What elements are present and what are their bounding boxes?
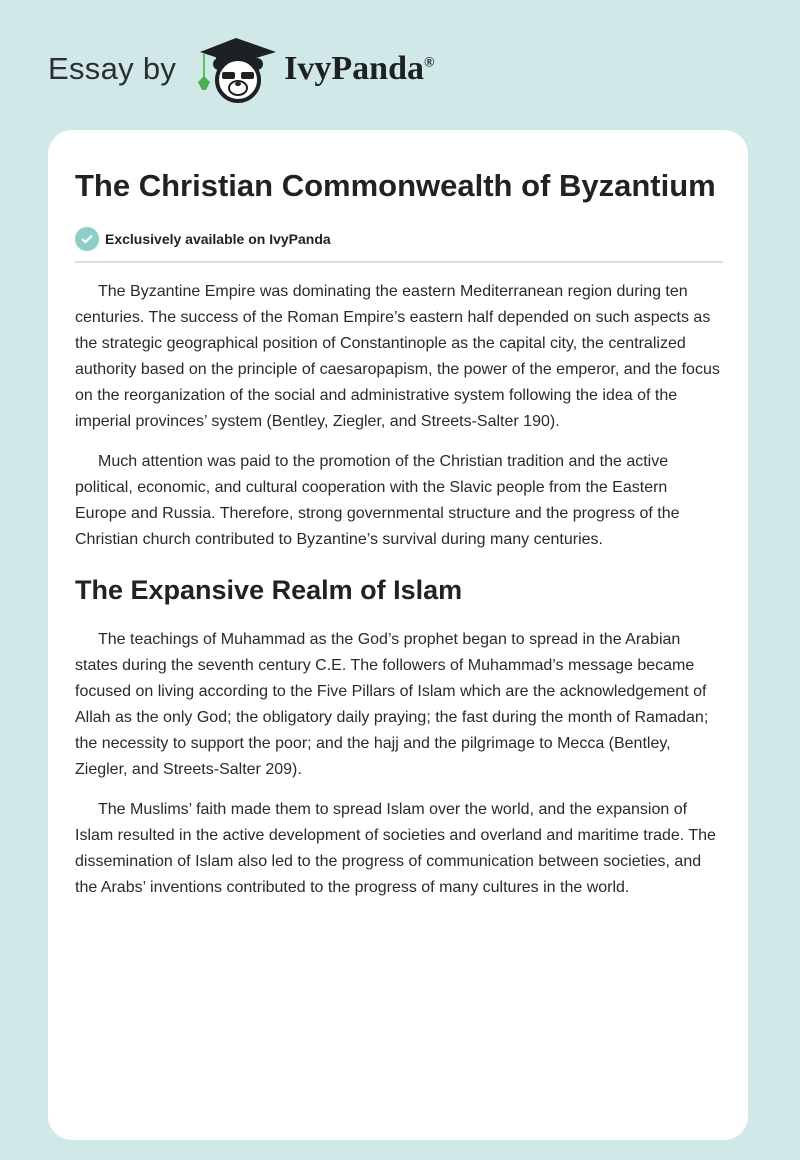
brand-name [284,50,434,88]
brand-text: IvyPanda [284,50,424,87]
essay-card [48,130,748,1140]
badge-text: Exclusively available on IvyPanda [105,231,331,247]
essay-content [75,166,723,901]
section-heading: The Expansive Realm of Islam [75,575,463,605]
paragraph: Much attention was paid to the promotion of the Christian tradition and the active political, economic, and cultural cooperation with the Slavic people from the Eastern Europe and Russia. Therefore, strong governmental structure and the progress of the Christian church contributed to Byzantine’s survival during many centuries. [75,453,680,548]
panda-graduate-icon [194,34,278,104]
essay-title: The Christian Commonwealth of Byzantium [75,168,716,203]
ivypanda-logo[interactable] [194,34,434,104]
check-icon [75,227,99,251]
essay-by-label: Essay by [48,51,177,86]
site-header [48,34,434,104]
divider [75,261,723,263]
paragraph: The teachings of Muhammad as the God’s prophet began to spread in the Arabian states during the seventh century C.E. The followers of Muhammad’s message became focused on living according to the Five Pillars of Islam which are the acknowledgement of Allah as the only God; the obligatory daily praying; the fast during the month of Ramadan; the necessity to support the poor; and the hajj and the pilgrimage to Mecca (Bentley, Ziegler, and Streets-Salter 209). [75,631,709,778]
registered-mark: ® [424,55,435,71]
paragraph: The Muslims’ faith made them to spread Islam over the world, and the expansion of Islam resulted in the active development of societies and overland and maritime trade. The dissemination of Islam also led to the progress of communication between societies, and the Arabs’ inventions contributed to the progress of many cultures in the world. [75,801,716,896]
paragraph: The Byzantine Empire was dominating the eastern Mediterranean region during ten centuries. The success of the Roman Empire’s eastern half depended on such aspects as the strategic geographical position of Constantinople as the capital city, the centralized authority based on the principle of caesaropapism, the power of the emperor, and the focus on the reorganization of the social and administrative system following the idea of the imperial provinces’ system (Bentley, Ziegler, and Streets-Salter 190). [75,283,720,430]
exclusive-badge [75,227,723,251]
